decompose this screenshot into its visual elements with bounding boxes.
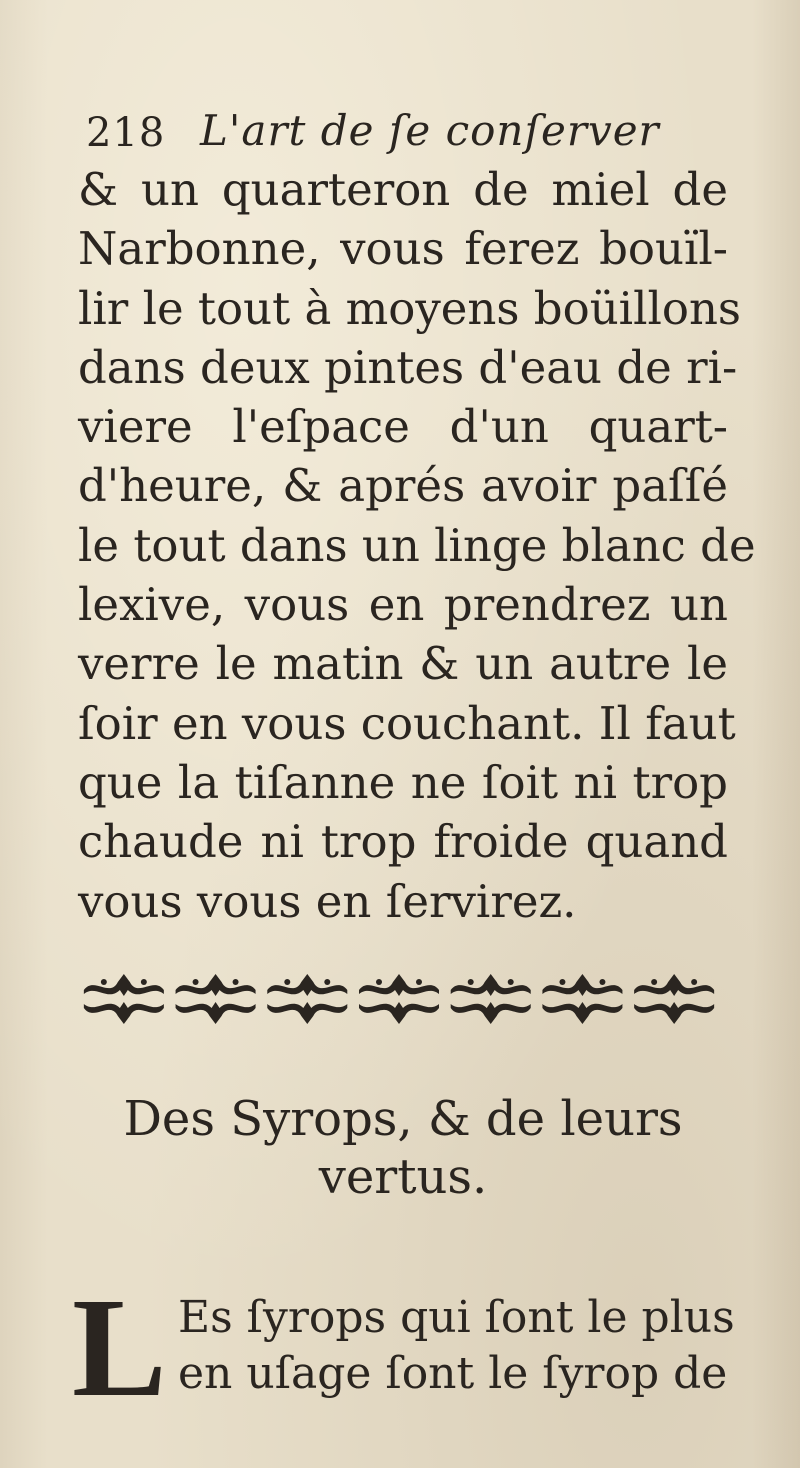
text-line: d'heure, & aprés avoir paſſé — [78, 459, 728, 513]
section-heading-line-2: vertus. — [318, 1149, 488, 1205]
body-text — [78, 160, 756, 931]
text-line: verre le matin & un autre le — [78, 637, 728, 691]
running-title: L'art de ſe conſerver — [200, 106, 660, 155]
fleuron-unit — [267, 974, 347, 1024]
fleuron-unit — [84, 974, 164, 1024]
paragraph — [72, 1268, 735, 1426]
fleuron-unit — [542, 974, 622, 1024]
text-line: chaude ni trop froide quand — [78, 815, 728, 869]
decorative-ornament-band — [78, 968, 720, 1030]
text-line: viere l'eſpace d'un quart- — [78, 400, 728, 454]
fleuron-unit — [634, 974, 714, 1024]
fleuron-unit — [176, 974, 256, 1024]
text-line: & un quarteron de miel de — [78, 163, 728, 216]
text-line: lexive, vous en prendrez un — [78, 578, 728, 632]
section-heading-line-1: Des Syrops, & de leurs — [123, 1091, 683, 1147]
text-line: le tout dans un linge blanc de — [78, 518, 756, 572]
text-line: en uſage ſont le ſyrop de — [178, 1348, 728, 1399]
text-line: Narbonne, vous ferez bouïl- — [78, 222, 728, 276]
drop-cap: L — [72, 1268, 167, 1426]
fleuron-unit — [359, 974, 439, 1024]
page-number: 218 — [86, 110, 166, 156]
text-line: dans deux pintes d'eau de ri- — [78, 340, 738, 394]
section-heading — [78, 1090, 728, 1206]
text-line: ſoir en vous couchant. Il faut — [78, 696, 736, 750]
text-line: Es ſyrops qui ſont le plus — [178, 1292, 735, 1343]
text-line: lir le tout à moyens boüillons — [78, 281, 742, 335]
paragraph-lines — [178, 1290, 735, 1402]
fleuron-unit — [451, 974, 531, 1024]
text-line: vous vous en ſervirez. — [78, 874, 577, 928]
text-line: que la tiſanne ne ſoit ni trop — [78, 755, 728, 809]
running-head — [86, 102, 726, 162]
